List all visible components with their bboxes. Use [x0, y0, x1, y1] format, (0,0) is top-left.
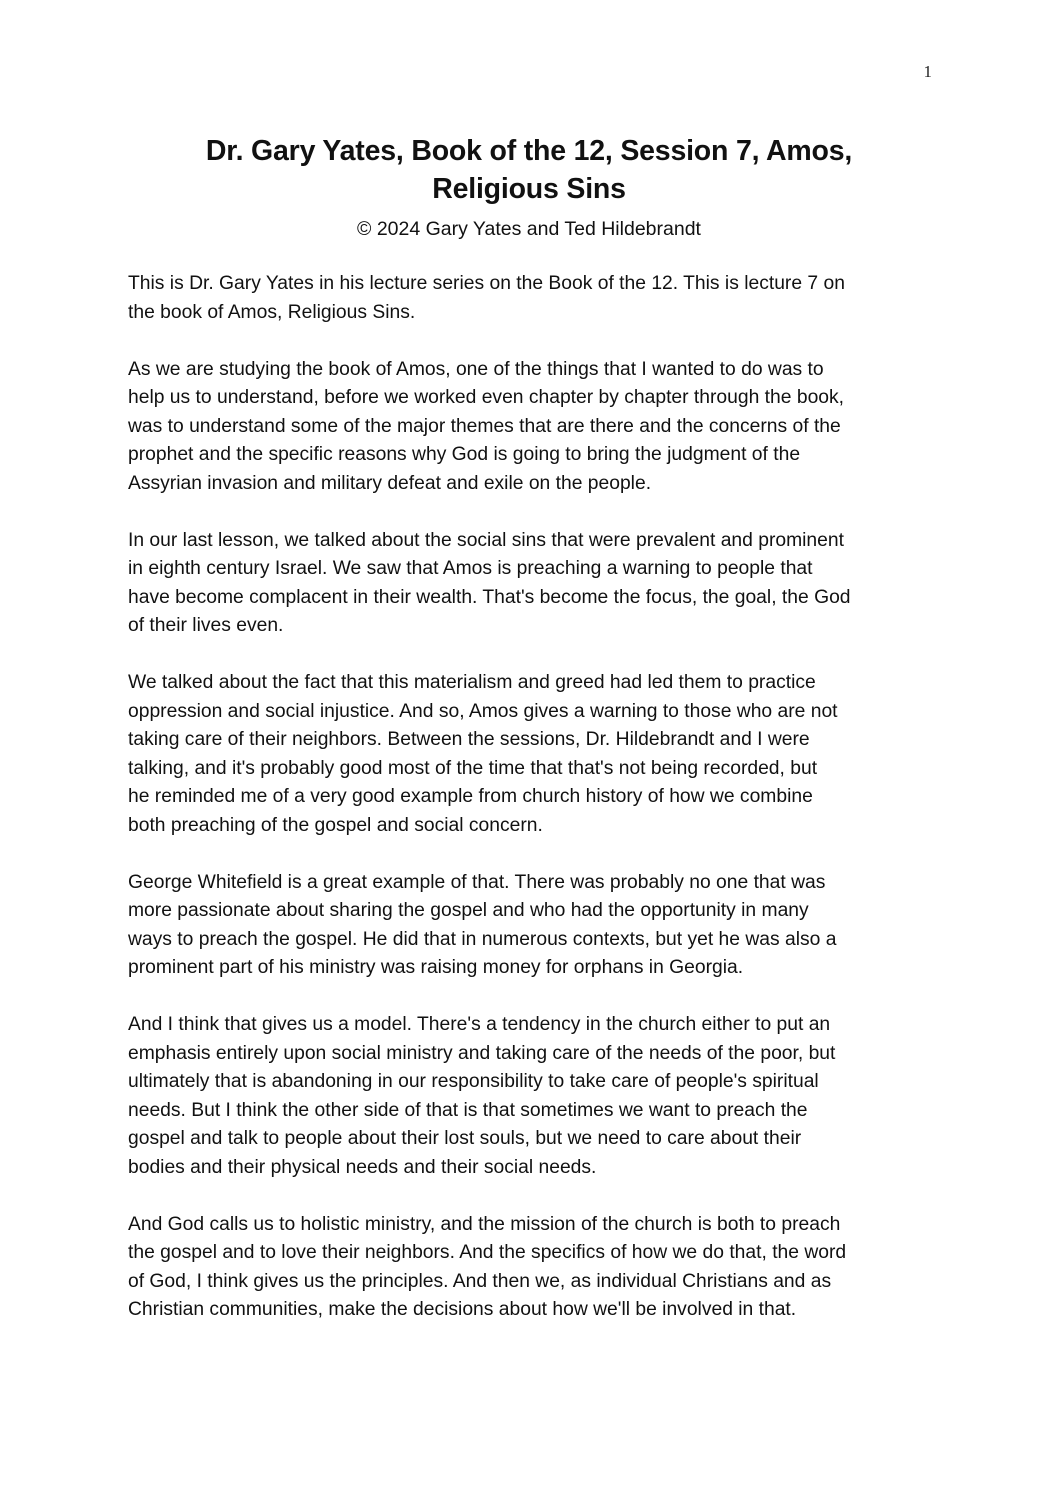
paragraph-line: in eighth century Israel. We saw that Amos is preaching a warning to people that	[128, 558, 813, 579]
paragraph-line: help us to understand, before we worked even chapter by chapter through the book,	[128, 387, 845, 408]
paragraph-line: of their lives even.	[128, 615, 284, 636]
paragraph	[128, 1011, 934, 1182]
paragraph	[128, 669, 934, 840]
paragraph-line: ways to preach the gospel. He did that in numerous contexts, but yet he was also a	[128, 928, 837, 950]
document-body	[128, 270, 934, 1353]
paragraph-line: In our last lesson, we talked about the social sins that were prevalent and prominent	[128, 529, 844, 551]
copyright-notice: © 2024 Gary Yates and Ted Hildebrandt	[357, 218, 701, 240]
paragraph-line: gospel and talk to people about their lost souls, but we need to care about their	[128, 1128, 802, 1149]
paragraph-line: prophet and the specific reasons why God is going to bring the judgment of the	[128, 444, 801, 465]
paragraph-line: Christian communities, make the decisions about how we'll be involved in that.	[128, 1299, 797, 1320]
paragraph-line: was to understand some of the major themes that are there and the concerns of the	[128, 415, 841, 437]
document-title	[128, 132, 930, 208]
paragraph	[128, 869, 934, 983]
title-line-2: Religious Sins	[432, 173, 626, 205]
paragraph-line: This is Dr. Gary Yates in his lecture series on the Book of the 12. This is lecture 7 on	[128, 273, 845, 294]
paragraph	[128, 1211, 934, 1325]
paragraph-line: have become complacent in their wealth. That's become the focus, the goal, the God	[128, 586, 851, 608]
paragraph-line: We talked about the fact that this materialism and greed had led them to practice	[128, 672, 816, 693]
paragraph-line: the book of Amos, Religious Sins.	[128, 301, 416, 323]
paragraph-line: he reminded me of a very good example from church history of how we combine	[128, 786, 813, 807]
paragraph-line: ultimately that is abandoning in our responsibility to take care of people's spiritual	[128, 1071, 819, 1092]
paragraph-line: the gospel and to love their neighbors. And the specifics of how we do that, the word	[128, 1242, 847, 1263]
paragraph-line: both preaching of the gospel and social concern.	[128, 814, 543, 836]
paragraph-line: As we are studying the book of Amos, one of the things that I wanted to do was to	[128, 358, 824, 380]
paragraph-line: taking care of their neighbors. Between the sessions, Dr. Hildebrandt and I were	[128, 729, 810, 750]
title-line-1: Dr. Gary Yates, Book of the 12, Session 7, Amos,	[205, 135, 853, 167]
paragraph	[128, 270, 934, 327]
paragraph-line: Assyrian invasion and military defeat and exile on the people.	[128, 472, 652, 494]
paragraph-line: prominent part of his ministry was raising money for orphans in Georgia.	[128, 957, 744, 978]
paragraph-line: And God calls us to holistic ministry, and the mission of the church is both to preach	[128, 1213, 841, 1235]
page-number: 1	[923, 62, 932, 81]
paragraph-line: emphasis entirely upon social ministry and taking care of the needs of the poor, but	[128, 1042, 836, 1064]
paragraph-line: And I think that gives us a model. There's a tendency in the church either to put an	[128, 1014, 831, 1035]
paragraph	[128, 356, 934, 499]
paragraph-line: more passionate about sharing the gospel and who had the opportunity in many	[128, 900, 809, 921]
paragraph-line: oppression and social injustice. And so, Amos gives a warning to those who are not	[128, 700, 838, 722]
paragraph-line: George Whitefield is a great example of that. There was probably no one that was	[128, 871, 826, 893]
paragraph	[128, 527, 934, 641]
paragraph-line: talking, and it's probably good most of the time that that's not being recorded, but	[128, 757, 818, 779]
paragraph-line: needs. But I think the other side of that is that sometimes we want to preach the	[128, 1099, 808, 1121]
paragraph-line: of God, I think gives us the principles. And then we, as individual Christians and as	[128, 1270, 832, 1292]
paragraph-line: bodies and their physical needs and their social needs.	[128, 1156, 597, 1178]
